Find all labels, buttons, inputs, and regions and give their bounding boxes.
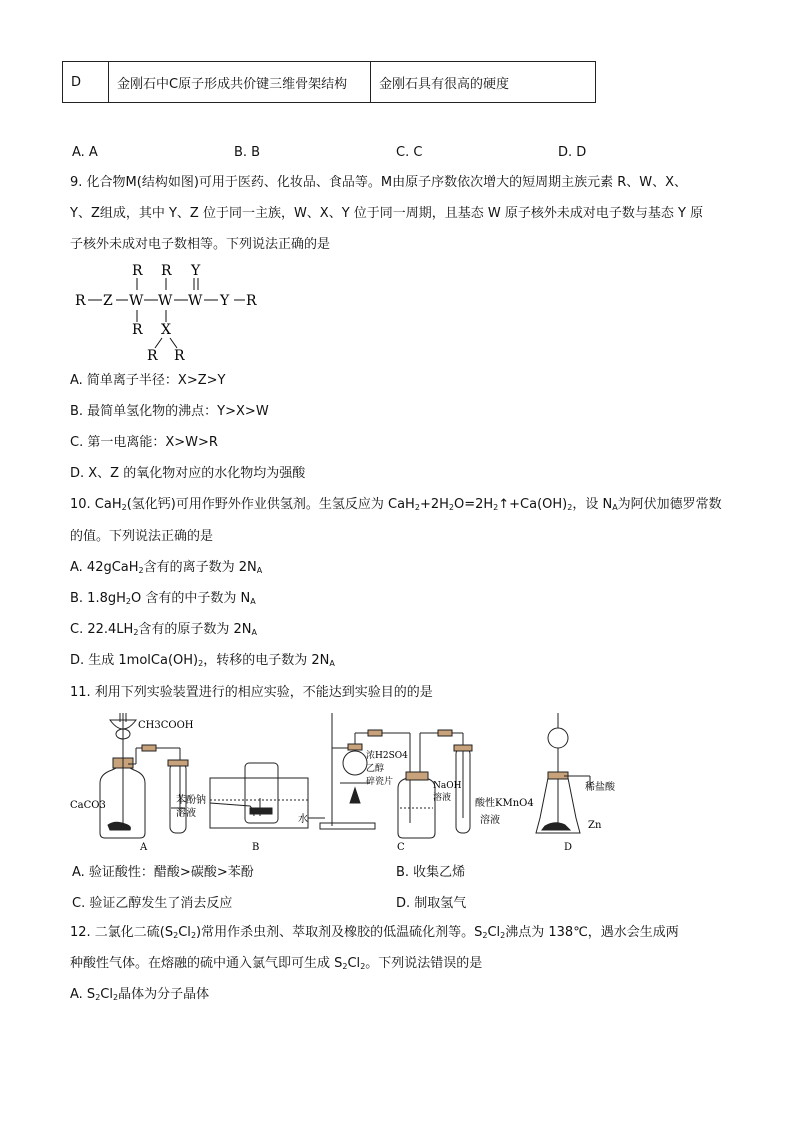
table-row [63,62,596,103]
q9-stem-line2: Y、Z组成，其中 Y、Z 位于同一主族，W、X、Y 位于同一周期，且基态 W 原子核外未成对电子数与基态 Y 原 [70,206,704,221]
atom-r: R [132,263,143,279]
q11-option-b: B. 收集乙烯 [396,865,466,880]
q9-option-c: C. 第一电离能：X>W>R [70,435,218,450]
atom-y: Y [191,263,201,279]
q10-stem-line2: 的值。下列说法正确的是 [70,529,214,544]
atom-r: R [75,293,86,309]
label-kmno4-solution: 溶液 [480,815,500,826]
label-hcl: 稀盐酸 [585,782,615,793]
answer-table [62,61,596,103]
q10-option-a: A. 42gCaH$_2$含有的离子数为 $2N_A$ [70,560,263,575]
atom-r: R [174,348,185,364]
label-ch3cooh: CH3COOH [138,720,194,731]
atom-w: W [188,293,203,309]
atom-z: Z [103,293,113,309]
table-cell-phenomenon: 金刚石中C原子形成共价键三维骨架结构 [109,62,371,103]
label-h2so4: 浓H2SO4 [366,751,408,761]
q10-option-d: D. 生成 $1molCa(OH)_2$，转移的电子数为 $2N_A$ [70,653,335,668]
label-kmno4: 酸性KMnO4 [475,798,534,809]
label-phenolate: 苯酚钠 [176,795,206,806]
label-c: C [397,842,405,853]
q11-option-a: A. 验证酸性：醋酸>碳酸>苯酚 [72,865,254,880]
q11-option-d: D. 制取氢气 [396,896,467,911]
atom-r: R [161,263,172,279]
atom-w: W [129,293,144,309]
label-ethanol: 乙醇 [366,764,385,774]
atom-r: R [147,348,158,364]
table-cell-letter: D [63,62,109,103]
q11-apparatus-figure [70,708,615,853]
label-solution: 溶液 [176,808,196,819]
atom-y: Y [220,293,230,309]
q9-structure-diagram [70,260,270,364]
q9-option-d: D. X、Z 的氧化物对应的水化物均为强酸 [70,466,306,481]
label-naoh: NaOH [433,781,462,791]
q8-option-a: A. A [72,145,98,160]
atom-x: X [161,322,171,338]
q9-option-b: B. 最简单氢化物的沸点：Y>X>W [70,404,269,419]
atom-w: W [158,293,173,309]
label-porcelain: 碎瓷片 [366,777,394,787]
q10-stem-line1: 10. CaH$_2$(氢化钙)可用作野外作业供氢剂。生氢反应为 $CaH_2+2H_2O=2H_2↑+Ca(OH)_2$，设 $N_A$为阿伏加德罗常数 [70,497,722,512]
q8-option-b: B. B [234,145,261,160]
label-zn: Zn [588,820,602,831]
q8-option-c: C. C [396,145,423,160]
q12-stem-line2: 种酸性气体。在熔融的硫中通入氯气即可生成 $S_2Cl_2$。下列说法错误的是 [70,956,483,971]
q11-option-c: C. 验证乙醇发生了消去反应 [72,896,233,911]
q10-option-b: B. $1.8gH_2O$ 含有的中子数为 $N_A$ [70,591,256,606]
label-water: 水 [298,814,308,825]
q12-option-a: A. $S_2Cl_2$晶体为分子晶体 [70,987,210,1002]
table-cell-conclusion: 金刚石具有很高的硬度 [371,62,596,103]
label-b: B [252,842,260,853]
q9-option-a: A. 简单离子半径：X>Z>Y [70,373,226,388]
label-a: A [140,842,148,853]
q12-stem-line1: 12. 二氯化二硫$(S_2Cl_2)$常用作杀虫剂、萃取剂及橡胶的低温硫化剂等。$S_2Cl_2$沸点为 138℃，遇水会生成两 [70,925,679,940]
label-caco3: CaCO3 [70,800,106,811]
q9-stem-line1: 9. 化合物M(结构如图)可用于医药、化妆品、食品等。M由原子序数依次增大的短周期主族元素 R、W、X、 [70,175,688,190]
label-d: D [564,842,573,853]
q8-option-d: D. D [558,145,587,160]
q9-stem-line3: 子核外未成对电子数相等。下列说法正确的是 [70,237,331,252]
q10-option-c: C. $22.4LH_2$含有的原子数为 $2N_A$ [70,622,258,637]
atom-r: R [132,322,143,338]
atom-r: R [246,293,257,309]
label-naoh-solution: 溶液 [433,793,452,803]
q11-stem: 11. 利用下列实验装置进行的相应实验，不能达到实验目的的是 [70,685,433,700]
